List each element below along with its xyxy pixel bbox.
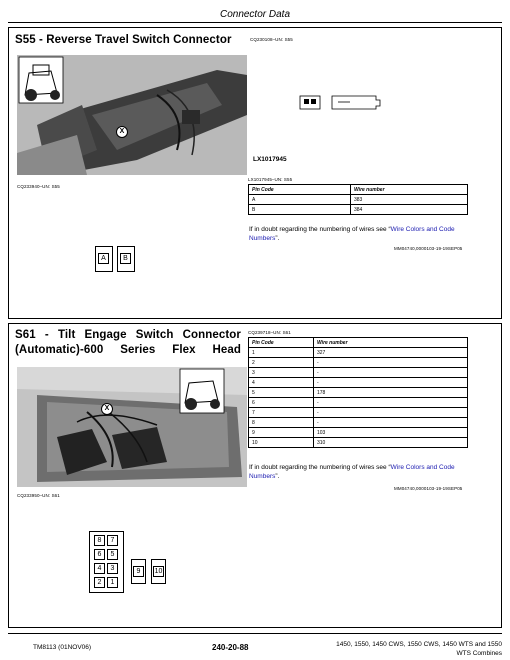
s55-connector-drawing xyxy=(298,92,382,112)
note-text-end: ”. xyxy=(275,235,280,242)
s61-pin-table xyxy=(248,337,468,448)
s61-pin-4: 4 xyxy=(94,563,105,574)
table-row xyxy=(249,368,468,378)
s61-photo xyxy=(17,367,247,487)
s55-pin-a: A xyxy=(98,253,109,264)
s55-photo-illustration xyxy=(17,55,247,175)
s61-connector-frame xyxy=(89,531,124,593)
table-row xyxy=(249,358,468,368)
footer-page-number: 240-20-88 xyxy=(212,643,249,652)
table-row xyxy=(249,428,468,438)
table-row xyxy=(249,205,468,215)
wire-cell: 383 xyxy=(351,195,468,205)
s55-photo-marker: X xyxy=(116,126,128,138)
s61-pin-6: 6 xyxy=(94,549,105,560)
table-header-wire: Wire number xyxy=(351,185,468,195)
table-row xyxy=(249,438,468,448)
s55-note-ref: MM04740,0000103-19-19SEP05 xyxy=(394,246,463,251)
wire-cell: - xyxy=(314,398,468,408)
table-row xyxy=(249,418,468,428)
s55-table-caption: LX1017945–UN: S55 xyxy=(248,177,293,182)
s55-title: S55 - Reverse Travel Switch Connector xyxy=(15,34,232,46)
s61-pin-9: 9 xyxy=(133,566,144,577)
s55-part-number: LX1017945 xyxy=(253,156,287,163)
table-row xyxy=(249,388,468,398)
wire-cell: 103 xyxy=(314,428,468,438)
footer-models xyxy=(282,640,502,658)
s61-note-ref: MM04740,0000103-19-19SEP05 xyxy=(394,486,463,491)
s61-title: S61 - Tilt Engage Switch Connector (Automatic)-600 Series Flex Head xyxy=(15,329,241,356)
wire-cell: - xyxy=(314,418,468,428)
s55-pin-a-frame xyxy=(95,246,113,272)
s61-pin-7: 7 xyxy=(107,535,118,546)
s61-pin-8: 8 xyxy=(94,535,105,546)
footer-rule xyxy=(8,633,502,634)
s61-photo-caption: CQ233950–UN: S61 xyxy=(17,493,60,498)
s61-photo-illustration xyxy=(17,367,247,487)
page-header: Connector Data xyxy=(219,9,291,20)
pin-cell: 9 xyxy=(249,428,314,438)
note-text: If in doubt regarding the numbering of wires see “ xyxy=(249,226,391,233)
table-header-row xyxy=(249,185,468,195)
s61-pin-2: 2 xyxy=(94,577,105,588)
s55-note xyxy=(249,225,469,243)
s61-note xyxy=(249,463,469,481)
wire-cell: 310 xyxy=(314,438,468,448)
note-text-end: ”. xyxy=(275,473,280,480)
s55-pin-b-frame xyxy=(117,246,135,272)
note-text: If in doubt regarding the numbering of wires see “ xyxy=(249,464,391,471)
table-header-pin: Pin Code xyxy=(249,185,351,195)
pin-cell: B xyxy=(249,205,351,215)
pin-cell: 3 xyxy=(249,368,314,378)
pin-cell: A xyxy=(249,195,351,205)
pin-cell: 6 xyxy=(249,398,314,408)
wire-cell: - xyxy=(314,408,468,418)
pin-cell: 1 xyxy=(249,348,314,358)
wire-cell: 178 xyxy=(314,388,468,398)
s61-pin-5: 5 xyxy=(107,549,118,560)
table-header-wire: Wire number xyxy=(314,338,468,348)
pin-cell: 10 xyxy=(249,438,314,448)
footer-models-line2: WTS Combines xyxy=(456,650,502,657)
footer-models-line1: 1450, 1550, 1450 CWS, 1550 CWS, 1450 WTS and 1550 xyxy=(336,641,502,648)
pin-cell: 5 xyxy=(249,388,314,398)
table-row xyxy=(249,378,468,388)
pin-cell: 2 xyxy=(249,358,314,368)
s61-pin-10: 10 xyxy=(154,568,163,575)
wire-cell: - xyxy=(314,378,468,388)
wire-cell: - xyxy=(314,368,468,378)
wire-cell: 327 xyxy=(314,348,468,358)
s61-photo-marker: X xyxy=(101,403,113,415)
table-header-row xyxy=(249,338,468,348)
s55-drawing-caption: CQ230108–UN: S55 xyxy=(250,37,293,42)
s61-pin-1: 1 xyxy=(107,577,118,588)
wire-cell: - xyxy=(314,358,468,368)
table-header-pin: Pin Code xyxy=(249,338,314,348)
wire-colors-link[interactable]: Wire Colors and Code Numbers xyxy=(249,464,455,480)
table-row xyxy=(249,348,468,358)
s55-pin-b: B xyxy=(120,253,131,264)
footer-manual-id: TM8113 (01NOV06) xyxy=(33,644,92,651)
table-row xyxy=(249,398,468,408)
pin-cell: 7 xyxy=(249,408,314,418)
s55-pin-table xyxy=(248,184,468,215)
s61-pin-9-frame xyxy=(131,559,146,584)
wire-cell: 384 xyxy=(351,205,468,215)
s61-table-caption: CQ239718–UN: S61 xyxy=(248,330,291,335)
s61-pin-10-frame xyxy=(151,559,166,584)
table-row xyxy=(249,408,468,418)
s55-photo-caption: CQ233940–UN: S55 xyxy=(17,184,60,189)
pin-cell: 8 xyxy=(249,418,314,428)
table-row xyxy=(249,195,468,205)
pin-cell: 4 xyxy=(249,378,314,388)
wire-colors-link[interactable]: Wire Colors and Code Numbers xyxy=(249,226,455,242)
s61-pin-3: 3 xyxy=(107,563,118,574)
header-rule xyxy=(8,22,502,23)
s55-photo xyxy=(17,55,247,175)
